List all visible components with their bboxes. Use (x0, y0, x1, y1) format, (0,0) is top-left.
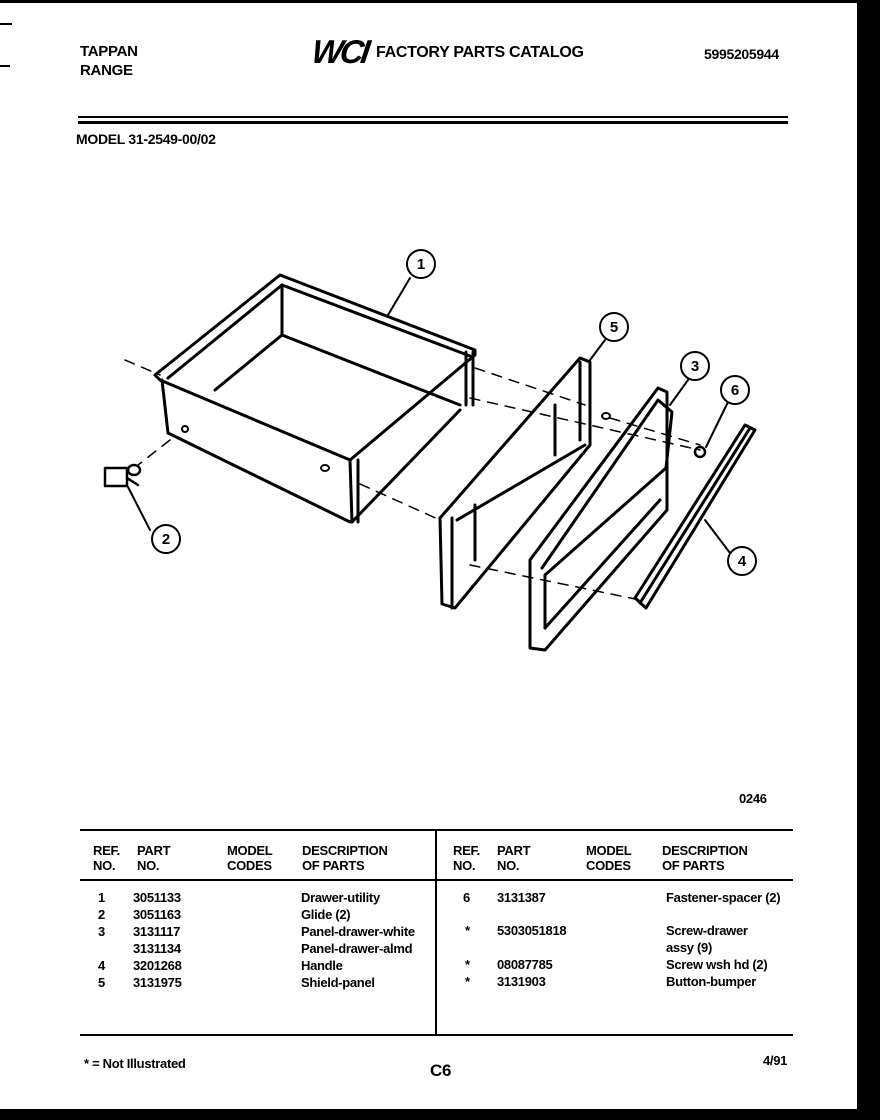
model-number: MODEL 31-2549-00/02 (76, 131, 216, 147)
assembly-guide-lines (125, 360, 700, 600)
table-row-part: 08087785 (497, 957, 553, 972)
table-row-desc: Panel-drawer-white (301, 924, 415, 939)
table-row-part: 3131134 (133, 941, 181, 956)
callout-6-label: 6 (730, 382, 740, 399)
header-model-codes: MODEL CODES (227, 843, 273, 873)
table-row-ref: 3 (98, 924, 105, 939)
table-row-desc: Button-bumper (666, 974, 756, 989)
header-part-no: PART NO. (137, 843, 171, 873)
table-row-desc: Fastener-spacer (2) (666, 890, 781, 905)
table-row-ref: * (465, 923, 470, 938)
header-ref-no: REF. NO. (93, 843, 120, 873)
figure-code: 0246 (739, 791, 767, 806)
shield-panel-drawing (440, 358, 590, 608)
footnote-not-illustrated: * = Not Illustrated (84, 1056, 186, 1071)
wci-logo: WCI (309, 33, 370, 70)
table-row-ref: * (465, 974, 470, 989)
table-row-desc: Shield-panel (301, 975, 375, 990)
callout-2-label: 2 (161, 531, 171, 548)
table-row-desc-cont: assy (9) (666, 940, 713, 955)
table-row-ref: 2 (98, 907, 105, 922)
brand-name: TAPPAN (80, 43, 138, 60)
catalog-title: FACTORY PARTS CATALOG (376, 44, 584, 61)
table-row-part: 3051133 (133, 890, 181, 905)
scan-border-bottom (0, 1109, 880, 1120)
table-row-desc: Drawer-utility (301, 890, 380, 905)
revision-date: 4/91 (763, 1053, 788, 1068)
callout-5-label: 5 (609, 319, 619, 336)
table-row-ref: 6 (463, 890, 470, 905)
table-row-part: 3131387 (497, 890, 546, 905)
page-number: C6 (430, 1061, 452, 1080)
header-part-no-right: PART NO. (497, 843, 531, 873)
callout-leaders (128, 278, 730, 553)
table-row-part: 3131117 (133, 924, 181, 939)
table-row-part: 3131903 (497, 974, 546, 989)
header-description-right: DESCRIPTION OF PARTS (662, 843, 748, 873)
table-row-ref: 4 (98, 958, 105, 973)
table-row-ref: 1 (98, 890, 105, 905)
screw-drawing (602, 413, 610, 419)
table-row-desc: Glide (2) (301, 907, 351, 922)
document-number: 5995205944 (704, 46, 779, 62)
table-row-desc: Panel-drawer-almd (301, 941, 413, 956)
callout-3-label: 3 (690, 358, 700, 375)
table-row-part: 3131975 (133, 975, 182, 990)
table-center-divider (435, 829, 437, 1036)
callout-1-label: 1 (416, 256, 426, 273)
table-row-desc: Screw-drawer (666, 923, 748, 938)
table-row-desc: Screw wsh hd (2) (666, 957, 768, 972)
table-row-part: 3051163 (133, 907, 181, 922)
fastener-spacer-drawing (695, 447, 705, 457)
header-model-codes-right: MODEL CODES (586, 843, 632, 873)
table-row-part: 5303051818 (497, 923, 567, 938)
table-row-ref: 5 (98, 975, 105, 990)
table-row-desc: Handle (301, 958, 343, 973)
callout-4-label: 4 (737, 553, 747, 570)
header-ref-no-right: REF. NO. (453, 843, 480, 873)
glide-drawing (105, 465, 140, 486)
drawer-utility-drawing (155, 275, 475, 522)
table-row-part: 3201268 (133, 958, 182, 973)
table-row-ref: * (465, 957, 470, 972)
product-type: RANGE (80, 62, 133, 79)
header-description: DESCRIPTION OF PARTS (302, 843, 388, 873)
